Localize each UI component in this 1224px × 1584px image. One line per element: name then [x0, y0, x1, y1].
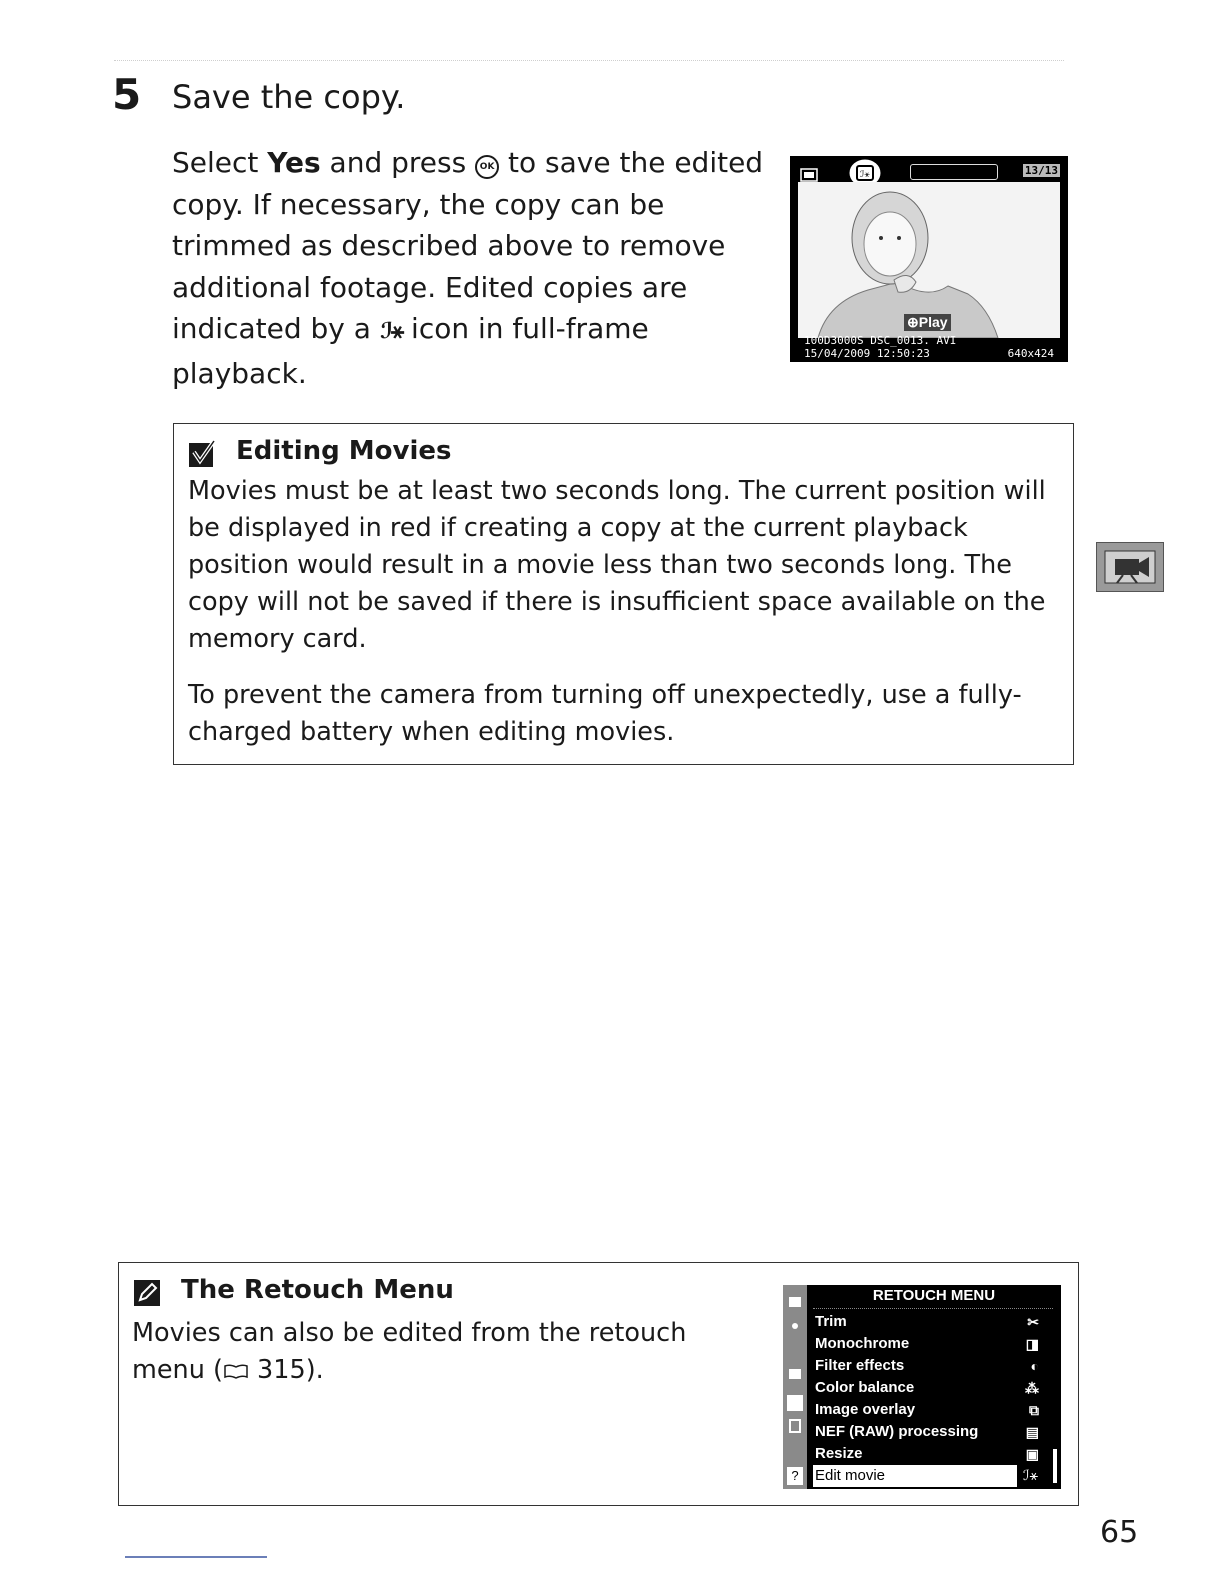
color-balance-icon: ⁂ — [1025, 1380, 1039, 1396]
scissors-icon: ✂ — [1027, 1314, 1039, 1330]
caution-check-icon — [188, 440, 220, 468]
menu-scrollbar[interactable] — [1053, 1449, 1057, 1483]
top-rule — [114, 60, 1064, 61]
retouch-menu-tab-icon — [787, 1395, 803, 1411]
movie-frame-icon — [800, 168, 818, 182]
recent-settings-tab-icon — [789, 1419, 801, 1433]
raw-processing-icon: ▤ — [1025, 1424, 1039, 1440]
movie-chapter-tab — [1096, 542, 1164, 592]
menu-header: RETOUCH MENU — [872, 1287, 996, 1304]
retouch-menu-text: Movies can also be edited from the retouch menu ( 315). — [132, 1318, 687, 1385]
play-label: ⊕Play — [904, 314, 951, 331]
editing-movies-note — [173, 423, 1074, 765]
menu-item-filter-effects[interactable]: Filter effects ◐ — [813, 1355, 1043, 1377]
playback-menu-tab-icon — [789, 1297, 801, 1307]
playback-screen — [790, 156, 1068, 362]
editing-movies-paragraph-2: To prevent the camera from turning off unexpectedly, use a fully-charged battery when editing movies. — [188, 680, 1022, 747]
date-time: 15/04/2009 12:50:23 — [804, 347, 930, 360]
overlay-icon: ⧉ — [1029, 1402, 1039, 1418]
retouch-menu-note — [118, 1262, 1079, 1506]
yes-option-text: Yes — [267, 146, 321, 179]
frame-counter: 13/13 — [1024, 164, 1058, 177]
movie-length-indicator — [910, 164, 998, 180]
movie-camera-icon — [1097, 543, 1163, 591]
folder-file-name: 100D3000S DSC_0013. AVI — [804, 334, 957, 347]
retouch-menu-screen — [783, 1285, 1061, 1489]
step-number: 5 — [112, 70, 142, 119]
resize-icon: ▣ — [1025, 1446, 1039, 1462]
menu-item-nef-raw-processing[interactable]: NEF (RAW) processing ▤ — [813, 1421, 1043, 1443]
image-size: 640x424 — [1007, 347, 1054, 360]
edit-movie-menu-icon: ℐ⚹ — [1023, 1468, 1038, 1484]
retouch-menu-title: The Retouch Menu — [181, 1275, 454, 1305]
page-number: 65 — [1100, 1515, 1139, 1550]
menu-item-monochrome[interactable]: Monochrome ◨ — [813, 1333, 1043, 1355]
help-icon[interactable]: ? — [787, 1467, 803, 1485]
monochrome-icon: ◨ — [1025, 1336, 1039, 1352]
ok-button-icon: OK — [475, 155, 499, 179]
svg-text:ℐ⚹: ℐ⚹ — [860, 170, 870, 180]
filter-icon: ◐ — [1030, 1358, 1039, 1374]
shooting-menu-tab-icon — [792, 1323, 798, 1329]
menu-tab-rail — [783, 1285, 807, 1489]
step-body: Select Yes and press OK to save the edited copy. If necessary, the copy can be trimmed as described above to remove additional footage. Edited copies are indicated by a ℐ⚹ icon in full-frame playback. — [172, 146, 764, 390]
setup-menu-tab-icon — [789, 1369, 801, 1379]
pencil-note-icon — [133, 1279, 161, 1307]
menu-item-color-balance[interactable]: Color balance ⁂ — [813, 1377, 1043, 1399]
edit-movie-icon: ℐ⚹ — [379, 319, 403, 344]
footer-line — [125, 1556, 267, 1558]
editing-movies-title: Editing Movies — [236, 436, 452, 466]
menu-item-edit-movie[interactable]: Edit movie — [813, 1465, 1017, 1487]
menu-item-image-overlay[interactable]: Image overlay ⧉ — [813, 1399, 1043, 1421]
menu-header-divider — [813, 1308, 1053, 1309]
book-reference-icon — [223, 1363, 249, 1379]
step-title: Save the copy. — [172, 78, 406, 116]
editing-movies-paragraph-1: Movies must be at least two seconds long. The current position will be displayed in red if creating a copy at the current playback position would result in a movie less than two seconds long. The copy will not be saved if there is insufficient space available on the memory card. — [188, 476, 1046, 654]
menu-item-trim[interactable]: Trim ✂ — [813, 1311, 1043, 1333]
menu-item-resize[interactable]: Resize ▣ — [813, 1443, 1043, 1465]
